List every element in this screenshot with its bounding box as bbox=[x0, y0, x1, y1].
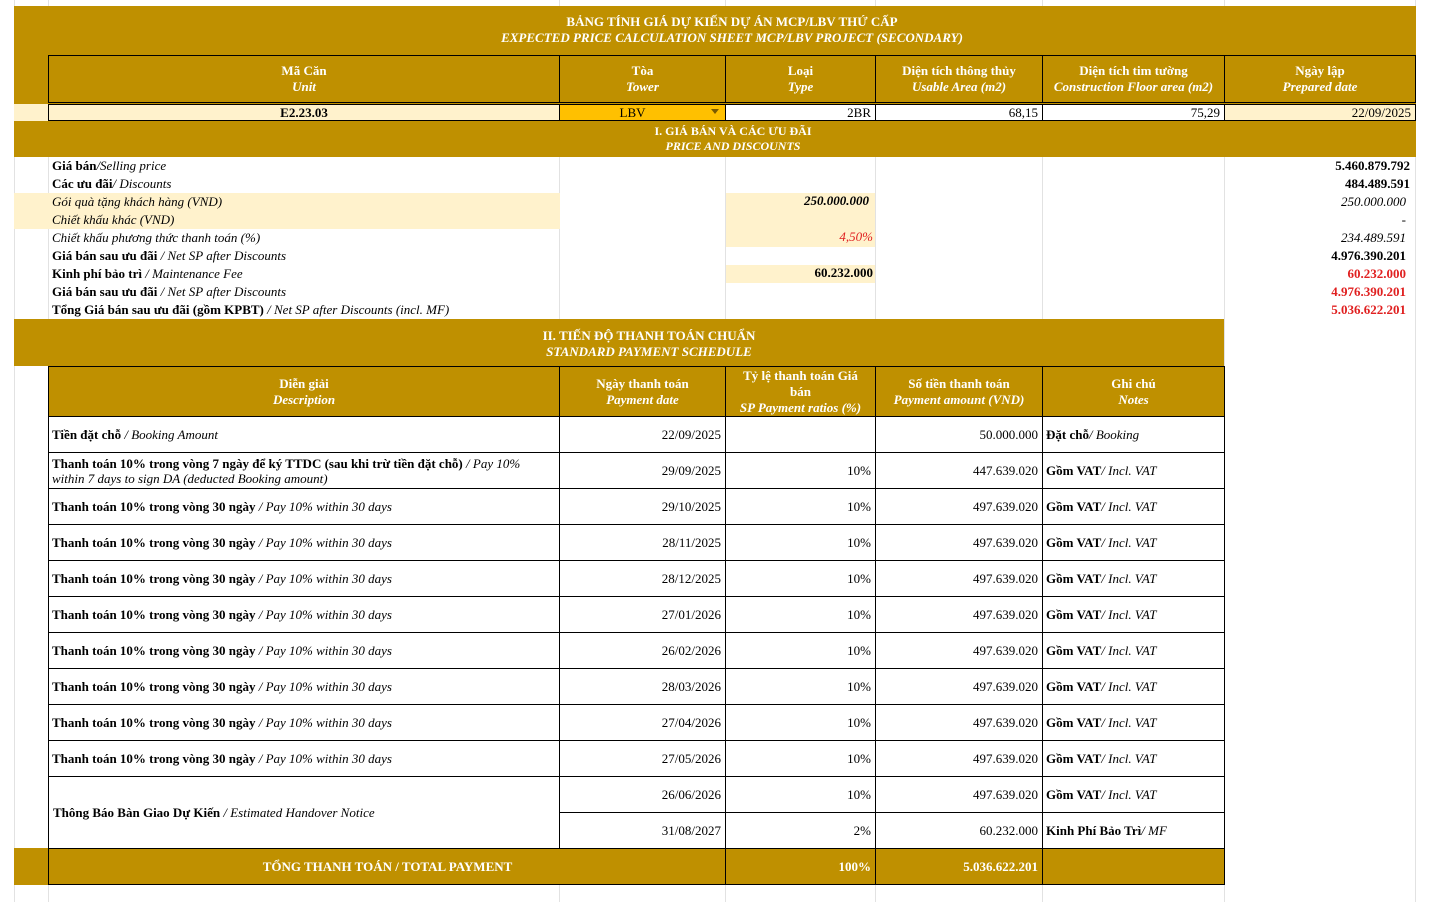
price-label: Giá bán/Selling price bbox=[52, 158, 167, 173]
table-row-description[interactable]: Tiền đặt chỗ / Booking Amount bbox=[48, 416, 560, 453]
type-value[interactable]: 2BR bbox=[725, 104, 876, 121]
sched-hdr-notes: Ghi chú Notes bbox=[1042, 366, 1225, 417]
net-price-label-2: Giá bán sau ưu đãi / Net SP after Discounts bbox=[52, 284, 287, 299]
section1-title-en: PRICE AND DISCOUNTS bbox=[665, 139, 801, 153]
floor-area-value[interactable]: 75,29 bbox=[1042, 104, 1225, 121]
table-row-ratio[interactable]: 2% bbox=[725, 812, 876, 849]
tower-select[interactable] bbox=[559, 104, 726, 121]
usable-area-value[interactable]: 68,15 bbox=[875, 104, 1043, 121]
table-row-note[interactable]: Gồm VAT / Incl. VAT bbox=[1042, 668, 1225, 705]
maintenance-fee-value[interactable]: 60.232.000 bbox=[1347, 266, 1406, 281]
gift-value[interactable]: 250.000.000 bbox=[1341, 194, 1406, 209]
table-row-amount[interactable]: 497.639.020 bbox=[875, 704, 1043, 741]
table-row-ratio[interactable]: 10% bbox=[725, 668, 876, 705]
table-row-ratio[interactable]: 10% bbox=[725, 452, 876, 489]
hdr-type: Loại Type bbox=[725, 55, 876, 103]
maintenance-fee-label: Kinh phí bảo trì / Maintenance Fee bbox=[52, 266, 243, 281]
table-row-date[interactable]: 27/04/2026 bbox=[559, 704, 726, 741]
other-discount-input[interactable] bbox=[726, 211, 875, 229]
hdr-usable-area: Diện tích thông thủy Usable Area (m2) bbox=[875, 55, 1043, 103]
table-row-amount[interactable]: 497.639.020 bbox=[875, 776, 1043, 813]
net-price-label: Giá bán sau ưu đãi / Net SP after Discounts bbox=[52, 248, 287, 263]
payment-discount-value[interactable]: 234.489.591 bbox=[1341, 230, 1406, 245]
table-row-amount[interactable]: 497.639.020 bbox=[875, 560, 1043, 597]
other-discount-value[interactable]: - bbox=[1401, 212, 1406, 227]
total-row-band bbox=[14, 848, 48, 885]
total-amount[interactable]: 5.036.622.201 bbox=[875, 848, 1043, 885]
table-row-date[interactable]: 29/10/2025 bbox=[559, 488, 726, 525]
table-row-description[interactable]: Thanh toán 10% trong vòng 30 ngày / Pay 10% within 30 days bbox=[48, 596, 560, 633]
total-ratio[interactable]: 100% bbox=[725, 848, 876, 885]
table-row-note[interactable]: Gồm VAT / Incl. VAT bbox=[1042, 452, 1225, 489]
table-row-note[interactable]: Gồm VAT / Incl. VAT bbox=[1042, 632, 1225, 669]
table-row-date[interactable]: 27/05/2026 bbox=[559, 740, 726, 777]
prepared-date-value[interactable]: 22/09/2025 bbox=[1224, 104, 1416, 121]
table-row-date[interactable]: 28/12/2025 bbox=[559, 560, 726, 597]
table-row-description[interactable]: Thanh toán 10% trong vòng 30 ngày / Pay 10% within 30 days bbox=[48, 704, 560, 741]
table-row-note[interactable]: Gồm VAT / Incl. VAT bbox=[1042, 596, 1225, 633]
table-row-description[interactable]: Thanh toán 10% trong vòng 30 ngày / Pay 10% within 30 days bbox=[48, 488, 560, 525]
handover-description[interactable]: Thông Báo Bàn Giao Dự Kiến / Estimated Handover Notice bbox=[48, 776, 560, 849]
table-row-amount[interactable]: 447.639.020 bbox=[875, 452, 1043, 489]
chevron-down-icon[interactable] bbox=[711, 109, 719, 114]
table-row-amount[interactable]: 497.639.020 bbox=[875, 524, 1043, 561]
sched-hdr-amount: Số tiền thanh toán Payment amount (VND) bbox=[875, 366, 1043, 417]
table-row-ratio[interactable] bbox=[725, 416, 876, 453]
table-row-date[interactable]: 31/08/2027 bbox=[559, 812, 726, 849]
table-row-note[interactable]: Gồm VAT / Incl. VAT bbox=[1042, 776, 1225, 813]
table-row-ratio[interactable]: 10% bbox=[725, 704, 876, 741]
table-row-date[interactable]: 22/09/2025 bbox=[559, 416, 726, 453]
payment-discount-label: Chiết khấu phương thức thanh toán (%) bbox=[52, 230, 261, 245]
title-en: EXPECTED PRICE CALCULATION SHEET MCP/LBV PROJECT (SECONDARY) bbox=[501, 30, 963, 45]
gift-input[interactable]: 250.000.000 bbox=[726, 193, 875, 211]
table-row-description[interactable]: Thanh toán 10% trong vòng 30 ngày / Pay 10% within 30 days bbox=[48, 740, 560, 777]
total-notes bbox=[1042, 848, 1225, 885]
table-row-ratio[interactable]: 10% bbox=[725, 632, 876, 669]
hdr-prepared-date: Ngày lập Prepared date bbox=[1224, 55, 1416, 103]
discount-label: Các ưu đãi/ Discounts bbox=[52, 176, 172, 191]
sched-hdr-ratio: Tỷ lệ thanh toán Giá bán SP Payment ratios (%) bbox=[725, 366, 876, 417]
hdr-tower: Tòa Tower bbox=[559, 55, 726, 103]
table-row-date[interactable]: 27/01/2026 bbox=[559, 596, 726, 633]
table-row-date[interactable]: 28/11/2025 bbox=[559, 524, 726, 561]
section2-title-en: STANDARD PAYMENT SCHEDULE bbox=[546, 344, 752, 359]
total-net-price-label: Tổng Giá bán sau ưu đãi (gồm KPBT) / Net SP after Discounts (incl. MF) bbox=[52, 302, 450, 317]
table-row-note[interactable]: Kinh Phí Bảo Trì / MF bbox=[1042, 812, 1225, 849]
sched-hdr-description: Diễn giải Description bbox=[48, 366, 560, 417]
price-value[interactable]: 5.460.879.792 bbox=[1335, 158, 1410, 173]
table-row-note[interactable]: Đặt chỗ / Booking bbox=[1042, 416, 1225, 453]
table-row-note[interactable]: Gồm VAT / Incl. VAT bbox=[1042, 524, 1225, 561]
hdr-floor-area: Diện tích tim tường Construction Floor area (m2) bbox=[1042, 55, 1225, 103]
table-row-date[interactable]: 26/06/2026 bbox=[559, 776, 726, 813]
title-vi: BẢNG TÍNH GIÁ DỰ KIẾN DỰ ÁN MCP/LBV THỨ CẤP bbox=[566, 14, 898, 29]
total-label: TỔNG THANH TOÁN / TOTAL PAYMENT bbox=[48, 848, 727, 885]
table-row-ratio[interactable]: 10% bbox=[725, 524, 876, 561]
table-row-ratio[interactable]: 10% bbox=[725, 596, 876, 633]
table-row-date[interactable]: 29/09/2025 bbox=[559, 452, 726, 489]
total-net-price-value[interactable]: 5.036.622.201 bbox=[1331, 302, 1406, 317]
table-row-amount[interactable]: 497.639.020 bbox=[875, 488, 1043, 525]
tower-value: LBV bbox=[619, 104, 646, 120]
unit-value[interactable]: E2.23.03 bbox=[48, 104, 560, 121]
section2-title-vi: II. TIẾN ĐỘ THANH TOÁN CHUẨN bbox=[542, 328, 756, 343]
row-highlight bbox=[14, 104, 48, 121]
discount-value[interactable]: 484.489.591 bbox=[1345, 176, 1410, 191]
table-row-note[interactable]: Gồm VAT / Incl. VAT bbox=[1042, 740, 1225, 777]
hdr-unit: Mã Căn Unit bbox=[48, 55, 560, 103]
table-row-amount[interactable]: 497.639.020 bbox=[875, 740, 1043, 777]
table-row-description[interactable]: Thanh toán 10% trong vòng 30 ngày / Pay 10% within 30 days bbox=[48, 560, 560, 597]
table-row-amount[interactable]: 50.000.000 bbox=[875, 416, 1043, 453]
section1-title-vi: I. GIÁ BÁN VÀ CÁC ƯU ĐÃI bbox=[654, 124, 812, 138]
table-row-note[interactable]: Gồm VAT / Incl. VAT bbox=[1042, 560, 1225, 597]
table-row-ratio[interactable]: 10% bbox=[725, 560, 876, 597]
table-row-date[interactable]: 26/02/2026 bbox=[559, 632, 726, 669]
gift-label: Gói quà tặng khách hàng (VND) bbox=[52, 194, 223, 209]
table-row-note[interactable]: Gồm VAT / Incl. VAT bbox=[1042, 488, 1225, 525]
maintenance-fee-input[interactable]: 60.232.000 bbox=[726, 265, 875, 283]
net-price-value-2[interactable]: 4.976.390.201 bbox=[1331, 284, 1406, 299]
table-row-amount[interactable]: 497.639.020 bbox=[875, 668, 1043, 705]
table-row-ratio[interactable]: 10% bbox=[725, 776, 876, 813]
net-price-value[interactable]: 4.976.390.201 bbox=[1331, 248, 1406, 263]
other-discount-label: Chiết khấu khác (VND) bbox=[52, 212, 175, 227]
table-row-description[interactable]: Thanh toán 10% trong vòng 30 ngày / Pay 10% within 30 days bbox=[48, 668, 560, 705]
table-row-description[interactable]: Thanh toán 10% trong vòng 30 ngày / Pay 10% within 30 days bbox=[48, 632, 560, 669]
table-row-amount[interactable]: 497.639.020 bbox=[875, 596, 1043, 633]
table-row-ratio[interactable]: 10% bbox=[725, 488, 876, 525]
payment-discount-rate[interactable]: 4,50% bbox=[726, 229, 875, 247]
table-row-date[interactable]: 28/03/2026 bbox=[559, 668, 726, 705]
table-row-description[interactable]: Thanh toán 10% trong vòng 30 ngày / Pay 10% within 30 days bbox=[48, 524, 560, 561]
table-row-description[interactable]: Thanh toán 10% trong vòng 7 ngày để ký TTDC (sau khi trừ tiền đặt chỗ) / Pay 10% within 7 days to sign DA (deducted Booking amount) bbox=[48, 452, 560, 489]
table-row-ratio[interactable]: 10% bbox=[725, 740, 876, 777]
table-row-amount[interactable]: 60.232.000 bbox=[875, 812, 1043, 849]
sched-hdr-date: Ngày thanh toán Payment date bbox=[559, 366, 726, 417]
table-row-amount[interactable]: 497.639.020 bbox=[875, 632, 1043, 669]
table-row-note[interactable]: Gồm VAT / Incl. VAT bbox=[1042, 704, 1225, 741]
